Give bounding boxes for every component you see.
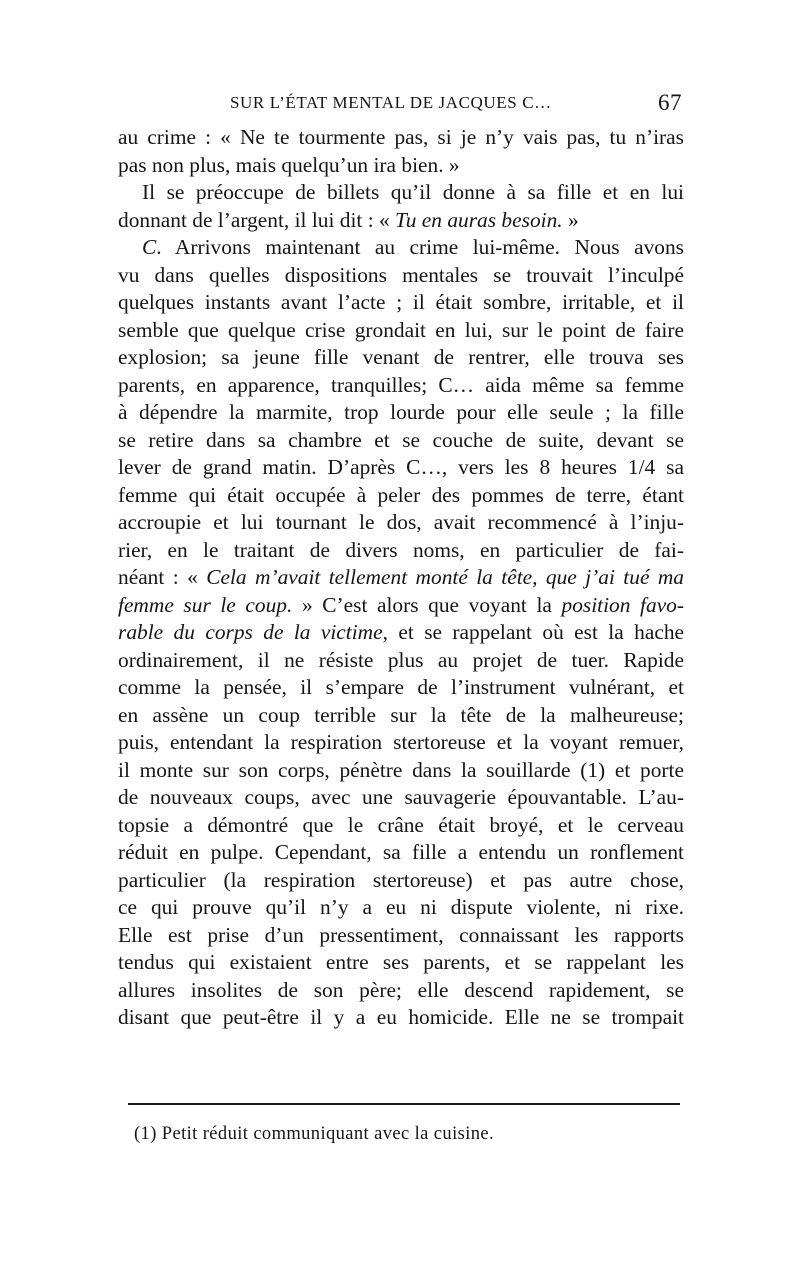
- text-segment: topsie a démontré que le crâne était broyé, et le cerveau: [118, 812, 684, 837]
- page-number: 67: [658, 90, 682, 115]
- text-segment: particulier (la respiration stertoreuse) et pas autre chose,: [118, 867, 684, 892]
- italic-segment: rable du corps de la victime: [118, 620, 383, 644]
- text-line: [118, 344, 684, 372]
- footnote: (1) Petit réduit communiquant avec la cuisine.: [134, 1124, 495, 1144]
- text-line: [118, 702, 684, 730]
- text-line: [118, 317, 684, 345]
- text-line: [118, 674, 684, 702]
- text-segment: tendus qui existaient entre ses parents, et se rappelant les: [118, 950, 684, 974]
- text-line: [118, 399, 684, 427]
- text-segment: pas non plus, mais quelqu’un ira bien. »: [118, 152, 460, 177]
- text-segment: comme la pensée, il s’empare de l’instrument vulnérant, et: [118, 675, 684, 699]
- italic-segment: position favo-: [561, 592, 685, 617]
- text-line: [118, 537, 684, 565]
- text-line: [118, 867, 684, 895]
- footnote-rule: [128, 1103, 680, 1105]
- italic-segment: Cela m’avait tellement monté la tête, que j’ai tué ma: [206, 565, 684, 589]
- text-line: [118, 262, 684, 290]
- text-line: [118, 977, 684, 1005]
- text-segment: parents, en apparence, tranquilles; C… aida même sa femme: [118, 372, 684, 397]
- text-segment: » C’est alors que voyant la: [292, 592, 562, 617]
- text-segment: donnant de l’argent, il lui dit : «: [118, 207, 396, 232]
- text-segment: lever de grand matin. D’après C…, vers les 8 heures 1/4 sa: [118, 455, 684, 479]
- text-segment: néant : «: [118, 565, 207, 589]
- text-line: [118, 179, 684, 207]
- text-line: [118, 564, 684, 592]
- text-segment: ordinairement, il ne résiste plus au projet de tuer. Rapide: [118, 647, 684, 672]
- running-head: SUR L’ÉTAT MENTAL DE JACQUES C…: [230, 93, 552, 112]
- text-line: [118, 922, 684, 950]
- text-segment: »: [562, 207, 579, 232]
- text-segment: rier, en le traitant de divers noms, en particulier de fai-: [118, 537, 684, 562]
- text-line: [118, 427, 684, 455]
- text-line: [118, 592, 684, 620]
- text-line: [118, 729, 684, 757]
- italic-segment: C: [142, 235, 157, 259]
- text-line: [118, 124, 684, 152]
- text-segment: disant que peut-être il y a eu homicide. Elle ne se trompait: [118, 1005, 684, 1029]
- text-line: [118, 1004, 684, 1032]
- text-segment: ce qui prouve qu’il n’y a eu ni dispute violente, ni rixe.: [118, 895, 684, 919]
- text-line: [118, 454, 684, 482]
- text-line: [118, 812, 684, 840]
- text-segment: allures insolites de son père; elle descend rapidement, se: [118, 977, 684, 1002]
- text-segment: Elle est prise d’un pressentiment, connaissant les rapports: [118, 922, 684, 947]
- text-segment: il monte sur son corps, pénètre dans la souillarde (1) et porte: [118, 757, 684, 782]
- text-segment: Il se préoccupe de billets qu’il donne à sa fille et en lui: [142, 180, 684, 204]
- text-segment: , et se rappelant où est la hache: [382, 620, 685, 644]
- body-text: [118, 124, 684, 1032]
- text-segment: au crime : « Ne te tourmente pas, si je n’y vais pas, tu n’iras: [118, 125, 684, 149]
- text-segment: femme qui était occupée à peler des pommes de terre, étant: [118, 482, 684, 507]
- text-line: [118, 839, 684, 867]
- text-segment: réduit en pulpe. Cependant, sa fille a entendu un ronflement: [118, 840, 684, 864]
- text-line: [118, 647, 684, 675]
- text-segment: en assène un coup terrible sur la tête de la malheureuse;: [118, 702, 684, 727]
- text-line: [118, 234, 684, 262]
- text-segment: quelques instants avant l’acte ; il était sombre, irritable, et il: [118, 290, 684, 314]
- text-segment: à dépendre la marmite, trop lourde pour elle seule ; la fille: [118, 400, 684, 424]
- text-segment: vu dans quelles dispositions mentales se trouvait l’inculpé: [118, 262, 684, 287]
- text-line: [118, 207, 684, 235]
- text-segment: explosion; sa jeune fille venant de rentrer, elle trouva ses: [118, 345, 684, 369]
- text-line: [118, 289, 684, 317]
- text-line: [118, 784, 684, 812]
- italic-segment: femme sur le coup.: [118, 592, 293, 617]
- text-segment: puis, entendant la respiration stertoreuse et la voyant remuer,: [118, 730, 684, 754]
- italic-segment: Tu en auras besoin.: [395, 207, 563, 232]
- text-line: [118, 949, 684, 977]
- text-line: [118, 757, 684, 785]
- text-segment: accroupie et lui tournant le dos, avait recommencé à l’inju-: [118, 510, 684, 534]
- text-line: [118, 372, 684, 400]
- text-line: [118, 619, 684, 647]
- text-segment: semble que quelque crise grondait en lui, sur le point de faire: [118, 317, 684, 342]
- text-line: [118, 152, 684, 180]
- text-segment: de nouveaux coups, avec une sauvagerie épouvantable. L’au-: [118, 785, 684, 809]
- text-segment: . Arrivons maintenant au crime lui-même. Nous avons: [156, 235, 684, 259]
- page-header: [118, 90, 684, 123]
- text-line: [118, 509, 684, 537]
- text-line: [118, 894, 684, 922]
- text-line: [118, 482, 684, 510]
- text-segment: se retire dans sa chambre et se couche de suite, devant se: [118, 427, 684, 452]
